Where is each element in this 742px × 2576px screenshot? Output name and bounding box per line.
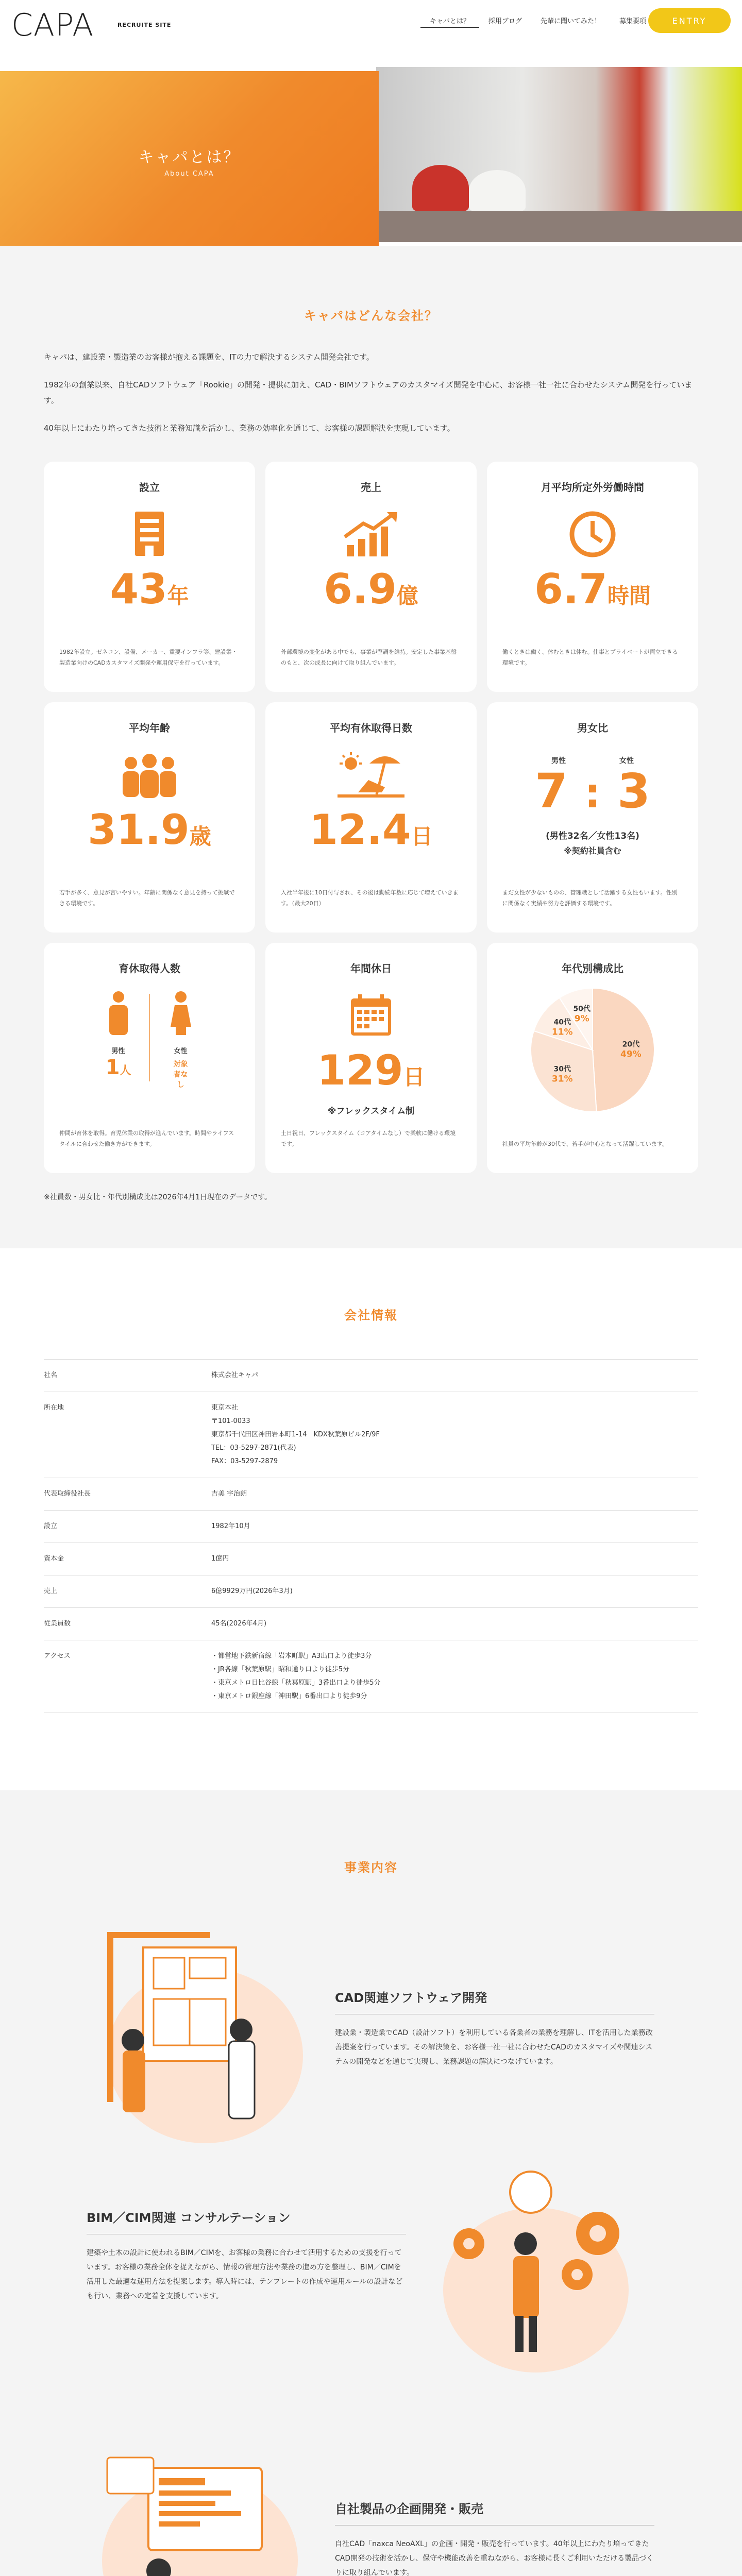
growth-chart-icon — [265, 510, 477, 559]
female-label: 女性 — [174, 1047, 188, 1055]
male-ratio: 7 — [534, 764, 568, 819]
business-text: 建築や土木の設計に使われるBIM／CIMを、お客様の業務に合わせて活用するための支援を行っています。お客様の業務全体を捉えながら、情報の管理方法や業務の進め方を整理し、BIM／CIMを活用した最適な運用方法を提案します。導入時には、テンプレートの作成や運用ルールの設計なども行い、業務への定着を支援しています。 — [87, 2234, 406, 2303]
card-title: 平均有休取得日数 — [330, 722, 412, 734]
stat-card-holidays — [265, 943, 477, 1173]
person-icon — [107, 991, 130, 1035]
company-row-label: 設立 — [44, 1522, 58, 1530]
cad-illustration — [87, 1927, 313, 2148]
flex-note: ※フレックスタイム制 — [327, 1106, 415, 1116]
nav-requirements[interactable]: 募集要項 — [619, 18, 646, 25]
stat-unit: 歳 — [189, 824, 211, 849]
business-text: 自社CAD「naxca NeoAXL」の企画・開発・販売を行っています。40年以上にわたり培ってきたCAD開発の技術を活かし、保守や機能改善を重ねながら、お客様に長くご利用いただける製品づくりに取り組んでいます。 — [335, 2525, 654, 2576]
about-text — [44, 349, 698, 436]
card-desc: 働くときは働く、休むときは休む。仕事とプライベートが両立できる環境です。 — [502, 649, 678, 666]
beach-icon — [265, 750, 477, 800]
gender-note: ※契約社員含む — [564, 846, 621, 856]
company-row — [44, 1360, 698, 1392]
stat-unit: 年 — [167, 583, 189, 608]
global-nav — [420, 15, 655, 28]
stat-value: 31.9 — [88, 806, 190, 854]
company-row-value: 東京本社 〒101-0033 東京都千代田区神田岩本町1-14 KDX秋葉原ビル2F/9F TEL：03-5297-2871(代表) FAX：03-5297-2879 — [211, 1404, 380, 1465]
company-row-label: 従業員数 — [44, 1620, 71, 1628]
page-subtitle: About CAPA — [164, 170, 214, 178]
male-label: 男性 — [551, 757, 566, 765]
card-title: 売上 — [361, 481, 381, 494]
hero-office-photo — [376, 67, 742, 242]
card-desc: 若手が多く、意見が言いやすい。年齢に関係なく意見を持って挑戦できる環境です。 — [59, 889, 235, 907]
company-row — [44, 1543, 698, 1575]
card-desc: 外部環境の変化がある中でも、事業が堅調を維持。安定した事業基盤のもと、次の成長に向けて取り組んでいます。 — [281, 649, 457, 666]
business-title: 事業内容 — [344, 1860, 398, 1875]
business-section — [0, 1790, 742, 2576]
card-title: 年代別構成比 — [562, 962, 623, 975]
stat-card-overtime — [487, 462, 698, 692]
company-section — [0, 1248, 742, 1790]
company-row — [44, 1478, 698, 1511]
company-row-value: 1億円 — [211, 1555, 229, 1563]
female-leave-value: 対象者なし — [173, 1060, 188, 1089]
stat-value: 129 — [317, 1046, 403, 1094]
company-row — [44, 1608, 698, 1640]
logo[interactable]: CAPA — [11, 7, 94, 43]
person-icon — [170, 991, 192, 1035]
pie-value-label: 11% — [551, 1027, 573, 1038]
stat-unit: 時間 — [607, 583, 651, 608]
pie-category-label: 50代 — [573, 1005, 591, 1013]
stat-card-sales — [265, 462, 477, 692]
company-row-value: 45名(2026年4月) — [211, 1620, 267, 1628]
company-title: 会社情報 — [344, 1308, 398, 1323]
pie-value-label: 9% — [574, 1013, 589, 1024]
card-title: 月平均所定外労働時間 — [541, 481, 644, 494]
company-row — [44, 1511, 698, 1543]
stat-value: 43 — [110, 565, 167, 613]
company-row — [44, 1640, 698, 1713]
site-header — [0, 0, 742, 67]
card-desc: 仲間が育休を取得。育児休業の取得が進んでいます。時間やライフスタイルに合わせた働き方ができます。 — [59, 1130, 234, 1147]
nav-blog[interactable]: 採用ブログ — [488, 18, 522, 25]
stat-value: 12.4 — [309, 806, 411, 854]
company-row-value: 6億9929万円(2026年3月) — [211, 1587, 293, 1595]
gender-count: (男性32名／女性13名) — [546, 831, 639, 841]
card-desc: 入社半年後に10日付与され、その後は勤続年数に応じて増えていきます。（最大20日） — [281, 889, 459, 907]
company-row-value: 1982年10月 — [211, 1522, 250, 1530]
product-illustration — [87, 2437, 313, 2576]
stat-cards — [44, 462, 698, 1173]
about-paragraph: 1982年の創業以来、自社CADソフトウェア「Rookie」の開発・提供に加え、CAD・BIMソフトウェアのカスタマイズ開発を中心に、お客様一社一社に合わせたシステム開発を行っています。 — [44, 380, 693, 405]
company-row-label: 資本金 — [44, 1555, 64, 1563]
stat-value: 6.7 — [534, 565, 608, 613]
card-desc: 1982年設立。ゼネコン、設備、メーカー、重要インフラ等、建設業・製造業向けのCADカスタマイズ開発や運用保守を行っています。 — [59, 649, 238, 666]
company-row-label: 社名 — [44, 1371, 58, 1379]
stat-value: 6.9 — [324, 565, 397, 613]
business-item-bim — [0, 2197, 742, 2468]
pie-category-label: 20代 — [622, 1040, 640, 1049]
male-label: 男性 — [111, 1047, 125, 1055]
company-row-label: アクセス — [44, 1652, 71, 1660]
clock-icon — [487, 510, 698, 559]
bim-illustration — [423, 2156, 649, 2378]
business-item-product — [0, 2468, 742, 2576]
card-title: 設立 — [139, 481, 160, 494]
male-leave-value: 1 — [105, 1056, 120, 1079]
company-table — [44, 1359, 698, 1713]
about-section — [0, 246, 742, 1248]
male-leave-unit: 人 — [120, 1064, 131, 1077]
business-heading: CAD関連ソフトウェア開発 — [335, 1991, 487, 2005]
stat-card-paid-leave — [265, 702, 477, 933]
nav-about[interactable]: キャパとは？ — [420, 15, 479, 28]
company-row-value: ・都営地下鉄新宿線「岩本町駅」A3出口より徒歩3分 ・JR各線「秋葉原駅」昭和通り口より徒歩5分 ・東京メトロ日比谷線「秋葉原駅」3番出口より徒歩5分 ・東京メトロ銀座線「神田駅」6番出口より徒歩9分 — [211, 1652, 381, 1700]
stat-unit: 日 — [403, 1064, 425, 1090]
company-row — [44, 1392, 698, 1478]
logo-subtitle: RECRUITE SITE — [117, 22, 172, 28]
card-title: 平均年齢 — [129, 722, 170, 734]
about-paragraph: キャパは、建設業・製造業のお客様が抱える課題を、ITの力で解決するシステム開発会社です。 — [44, 352, 374, 362]
about-title: キャパはどんな会社？ — [304, 309, 438, 323]
card-desc: 社員の平均年齢が30代で、若手が中心となって活躍しています。 — [502, 1141, 668, 1147]
age-pie-chart — [528, 986, 657, 1114]
pie-category-label: 40代 — [553, 1018, 571, 1027]
female-ratio: 3 — [617, 764, 651, 819]
pie-value-label: 49% — [620, 1049, 642, 1060]
stat-card-age-composition — [487, 943, 698, 1173]
stat-unit: 億 — [396, 583, 418, 608]
card-desc: まだ女性が少ないものの、管理職として活躍する女性もいます。性別に関係なく実績や努力を評価する環境です。 — [502, 889, 678, 907]
female-label: 女性 — [619, 757, 634, 765]
business-text: 建設業・製造業でCAD（設計ソフト）を利用している各業者の業務を理解し、ITを活用した業務改善提案を行っています。その解決策を、お客様一社一社に合わせたCADのカスタマイズや関連システムの開発などを通じて実現し、業務課題の解決につなげています。 — [335, 2014, 654, 2069]
stat-card-gender-ratio: 男女比 男性 女性 7 : 3 (男性32名／女性13名) ※契約社員含む まだ女性が少ないものの、管理職として活躍する女性もいます。性別に関係なく実績や努力を評価する環境です。 — [487, 702, 698, 933]
data-note: ※社員数・男女比・年代別構成比は2026年4月1日現在のデータです。 — [44, 1193, 272, 1201]
business-heading: 自社製品の企画開発・販売 — [335, 2502, 483, 2516]
card-title: 年間休日 — [350, 962, 392, 975]
company-row-label: 所在地 — [44, 1404, 64, 1412]
company-row-value: 吉美 宇治朗 — [211, 1490, 247, 1498]
pie-category-label: 30代 — [553, 1065, 571, 1074]
about-paragraph: 40年以上にわたり培ってきた技術と業務知識を活かし、業務の効率化を通じて、お客様の課題解決を実現しています。 — [44, 423, 455, 433]
stat-card-childcare-leave — [44, 943, 255, 1173]
company-row-label: 売上 — [44, 1587, 58, 1595]
company-row-label: 代表取締役社長 — [44, 1490, 91, 1498]
entry-button[interactable]: ENTRY — [648, 8, 731, 33]
stat-unit: 日 — [411, 824, 433, 849]
stat-card-age — [44, 702, 255, 933]
company-row-value: 株式会社キャパ — [211, 1371, 259, 1379]
pie-value-label: 31% — [551, 1074, 573, 1084]
building-icon — [44, 510, 255, 559]
company-row — [44, 1575, 698, 1608]
hero — [0, 67, 742, 246]
card-title: 男女比 — [577, 722, 608, 734]
stat-card-founded — [44, 462, 255, 692]
card-desc: 土日祝日、フレックスタイム（コアタイムなし）で柔軟に働ける環境です。 — [281, 1130, 456, 1147]
nav-interview[interactable]: 先輩に聞いてみた！ — [540, 18, 601, 25]
calendar-icon — [265, 991, 477, 1040]
page-title: キャパとは？ — [138, 148, 241, 166]
people-icon — [44, 750, 255, 800]
card-title: 育休取得人数 — [119, 962, 180, 975]
business-heading: BIM／CIM関連 コンサルテーション — [87, 2211, 291, 2225]
pie-chart-icon — [528, 986, 657, 1114]
